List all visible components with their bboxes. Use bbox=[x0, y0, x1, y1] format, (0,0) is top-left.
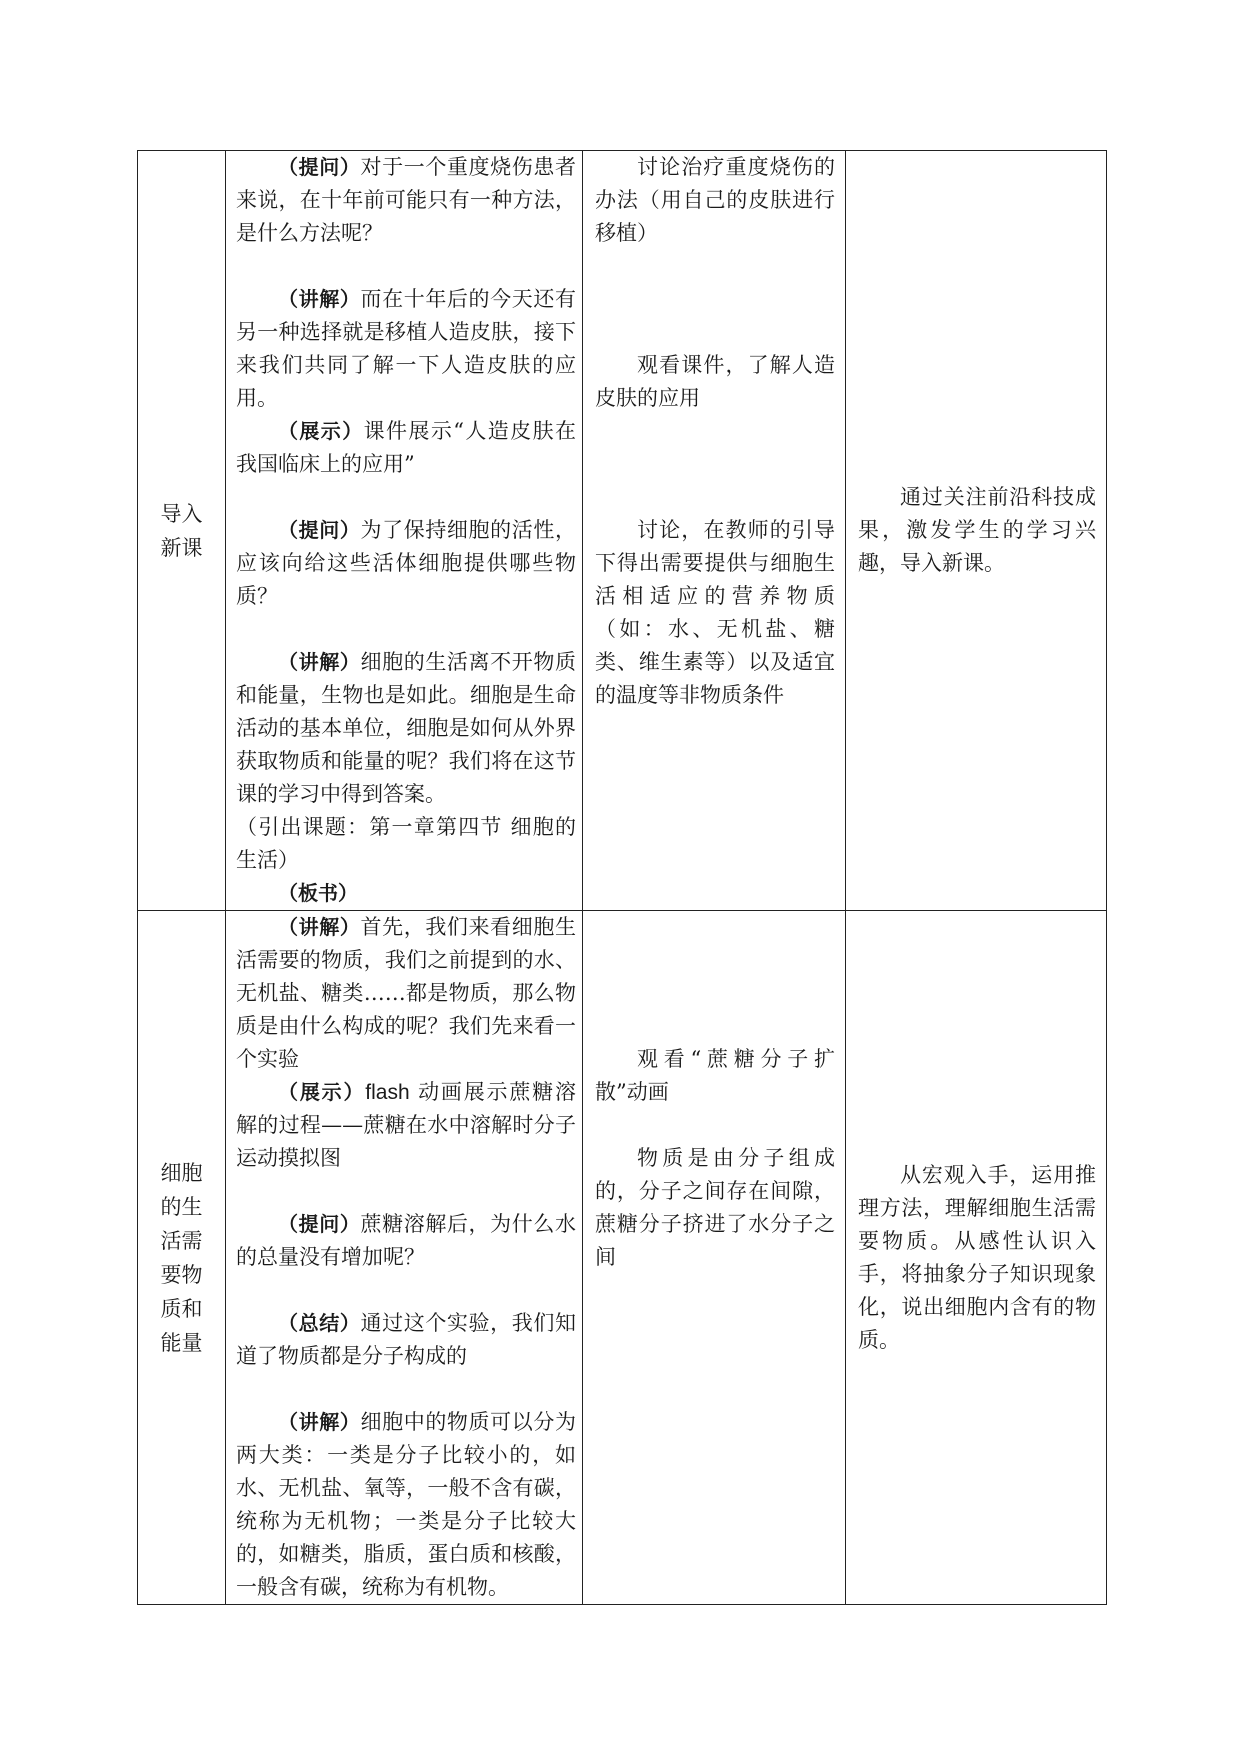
table-row bbox=[138, 911, 1107, 1605]
teacher-paragraph: （展示）课件展示“人造皮肤在我国临床上的应用” bbox=[236, 419, 576, 476]
stage-cell bbox=[138, 911, 226, 1605]
student-paragraph: 讨论治疗重度烧伤的办法（用自己的皮肤进行移植） bbox=[595, 155, 835, 245]
teacher-paragraph: （板书） bbox=[278, 881, 358, 905]
table-row bbox=[138, 151, 1107, 911]
stage-cell bbox=[138, 151, 226, 911]
teacher-paragraph: （讲解）细胞的生活离不开物质和能量，生物也是如此。细胞是生命活动的基本单位，细胞是如何从外界获取物质和能量的呢？我们将在这节课的学习中得到答案。 bbox=[236, 650, 577, 806]
student-activity-cell bbox=[583, 911, 846, 1605]
teacher-paragraph: （讲解）首先，我们来看细胞生活需要的物质，我们之前提到的水、无机盐、糖类……都是物质，那么物质是由什么构成的呢？我们先来看一个实验 bbox=[236, 915, 577, 1071]
teacher-paragraph: （总结）通过这个实验，我们知道了物质都是分子构成的 bbox=[236, 1311, 577, 1368]
student-paragraph: 讨论，在教师的引导下得出需要提供与细胞生活相适应的营养物质（如：水、无机盐、糖类、维生素等）以及适宜的温度等非物质条件 bbox=[595, 518, 835, 707]
lesson-plan-table bbox=[137, 150, 1107, 1605]
student-paragraph: 观看课件，了解人造皮肤的应用 bbox=[595, 353, 835, 410]
design-intent-text: 从宏观入手，运用推理方法，理解细胞生活需要物质。从感性认识入手，将抽象分子知识现象化，说出细胞内含有的物质。 bbox=[858, 1162, 1096, 1352]
teacher-paragraph: （提问）为了保持细胞的活性，应该向给这些活体细胞提供哪些物质？ bbox=[236, 518, 577, 608]
teacher-paragraph: （展示）flash 动画展示蔗糖溶解的过程——蔗糖在水中溶解时分子运动摸拟图 bbox=[236, 1080, 576, 1170]
teacher-activity-cell bbox=[226, 151, 583, 911]
student-paragraph: 观看“蔗糖分子扩散”动画 bbox=[595, 1047, 835, 1104]
teacher-paragraph: （提问）对于一个重度烧伤患者来说，在十年前可能只有一种方法，是什么方法呢？ bbox=[236, 155, 577, 245]
teacher-activity-cell bbox=[226, 911, 583, 1605]
design-intent-text: 通过关注前沿科技成果，激发学生的学习兴趣，导入新课。 bbox=[858, 485, 1096, 575]
teacher-paragraph: （讲解）细胞中的物质可以分为两大类：一类是分子比较小的，如水、无机盐、氧等，一般不含有碳，统称为无机物；一类是分子比较大的，如糖类，脂质，蛋白质和核酸，一般含有碳，统称为有机物。 bbox=[236, 1410, 577, 1599]
design-intent-cell bbox=[846, 151, 1107, 911]
teacher-paragraph: （提问）蔗糖溶解后，为什么水的总量没有增加呢？ bbox=[236, 1212, 577, 1269]
stage-label: 细胞的生活需要物质和能量 bbox=[160, 1160, 203, 1355]
lesson-topic: （引出课题：第一章第四节 细胞的生活） bbox=[236, 815, 576, 872]
design-intent-cell bbox=[846, 911, 1107, 1605]
student-paragraph: 物质是由分子组成的，分子之间存在间隙，蔗糖分子挤进了水分子之间 bbox=[595, 1146, 835, 1269]
stage-label: 导入新课 bbox=[160, 501, 203, 560]
teacher-paragraph: （讲解）而在十年后的今天还有另一种选择就是移植人造皮肤，接下来我们共同了解一下人造皮肤的应用。 bbox=[236, 287, 577, 410]
student-activity-cell bbox=[583, 151, 846, 911]
